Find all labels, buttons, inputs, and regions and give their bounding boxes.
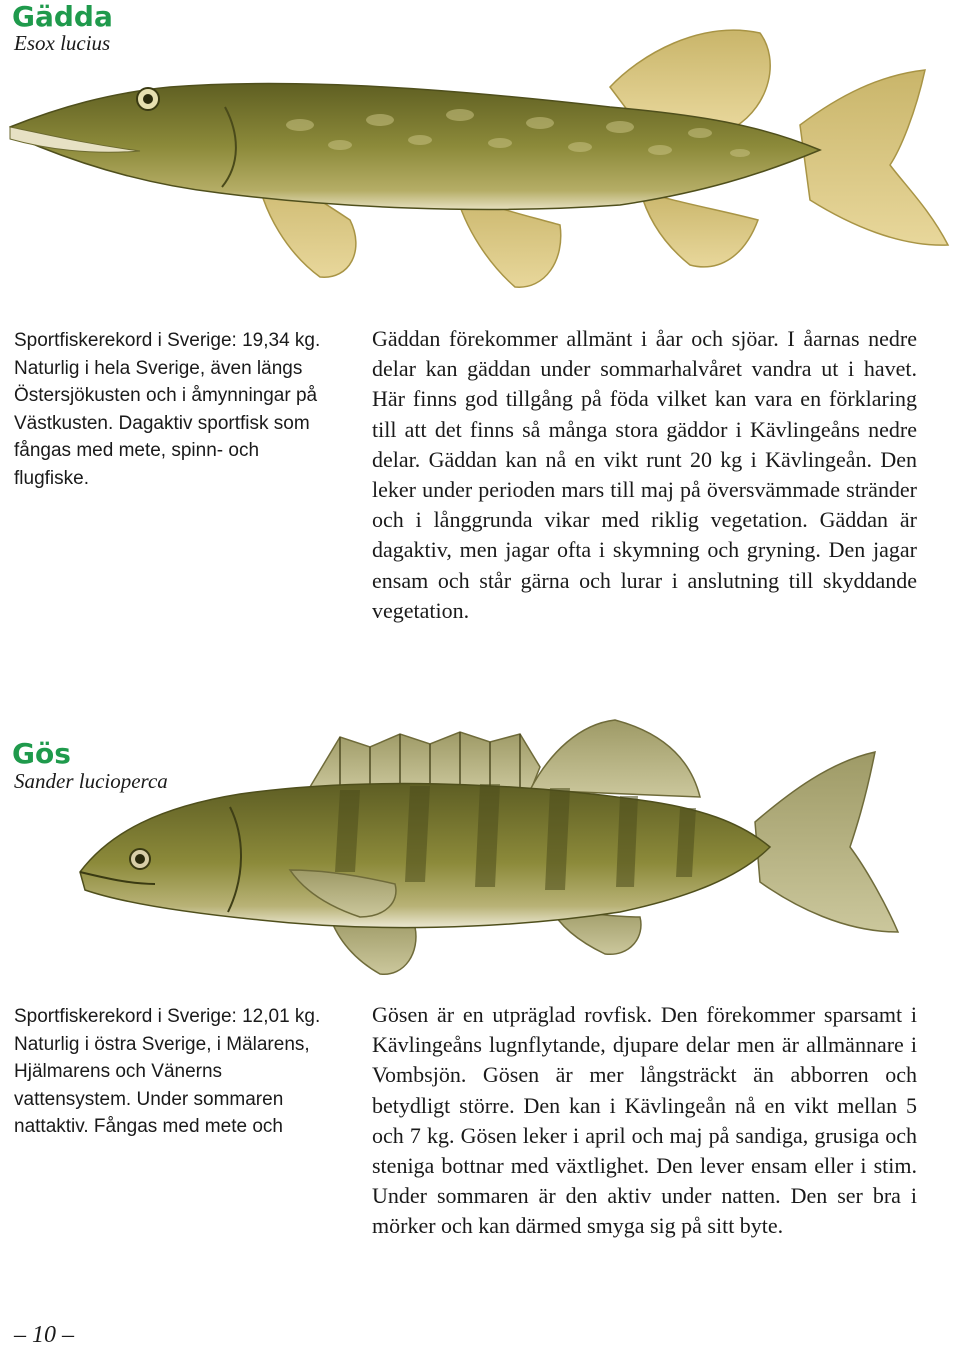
pike-sidebar-text: Sportfiskerekord i Sverige: 19,34 kg. Naturlig i hela Sverige, även längs Östersjökusten och i åmynningar på Västkusten. Dagaktiv sportfisk som fångas med mete, spinn- och flugfiske. <box>14 330 321 489</box>
pike-body-text: Gäddan förekommer allmänt i åar och sjöar. I åarnas nedre delar kan gäddan under sommarhalvåret vandra ut i havet. Här finns god tillgång på föda vilket kan vara en förklaring till att det finns så många stora gäddor i Kävlingeåns nedre delar. Gäddan kan nå en vikt runt 20 kg i Kävlingeån. Den leker under perioden mars till maj på översvämmade stränder och i långgrunda vikar med riklig vegetation. Gäddan är dagaktiv, men jagar ofta i skymning och gryning. Den jagar ensam och står gärna och lurar i anslutning till skyddande vegetation. <box>372 326 917 623</box>
page-number: – 10 – <box>14 1322 74 1347</box>
pike-heading: Gädda <box>12 0 113 33</box>
zander-body-text: Gösen är en utpräglad rovfisk. Den förekommer sparsamt i Kävlingeåns lugnflytande, djupare delar men är allmännare i Vombsjön. Gösen är mer långsträckt än abborren och betydligt större. Den kan i Kävlingeån nå en vikt mellan 5 och 7 kg. Gösen leker i april och maj på sandiga, grusiga och steniga bottnar med växtlighet. Den lever ensam eller i stim. Under sommaren är den aktiv under natten. Den ser bra i mörker och kan därmed smyga sig på sitt byte. <box>372 1002 917 1239</box>
pike-illustration <box>0 15 960 305</box>
pike-latin-name: Esox lucius <box>14 31 111 55</box>
zander-sidebar-text: Sportfiskerekord i Sverige: 12,01 kg. Naturlig i östra Sverige, i Mälarens, Hjälmarens och Vänerns vattensystem. Under sommaren nattaktiv. Fångas med mete och <box>14 1006 321 1137</box>
zander-heading: Gös <box>12 737 71 770</box>
zander-latin-name: Sander lucioperca <box>14 769 168 793</box>
zander-illustration <box>40 712 930 992</box>
